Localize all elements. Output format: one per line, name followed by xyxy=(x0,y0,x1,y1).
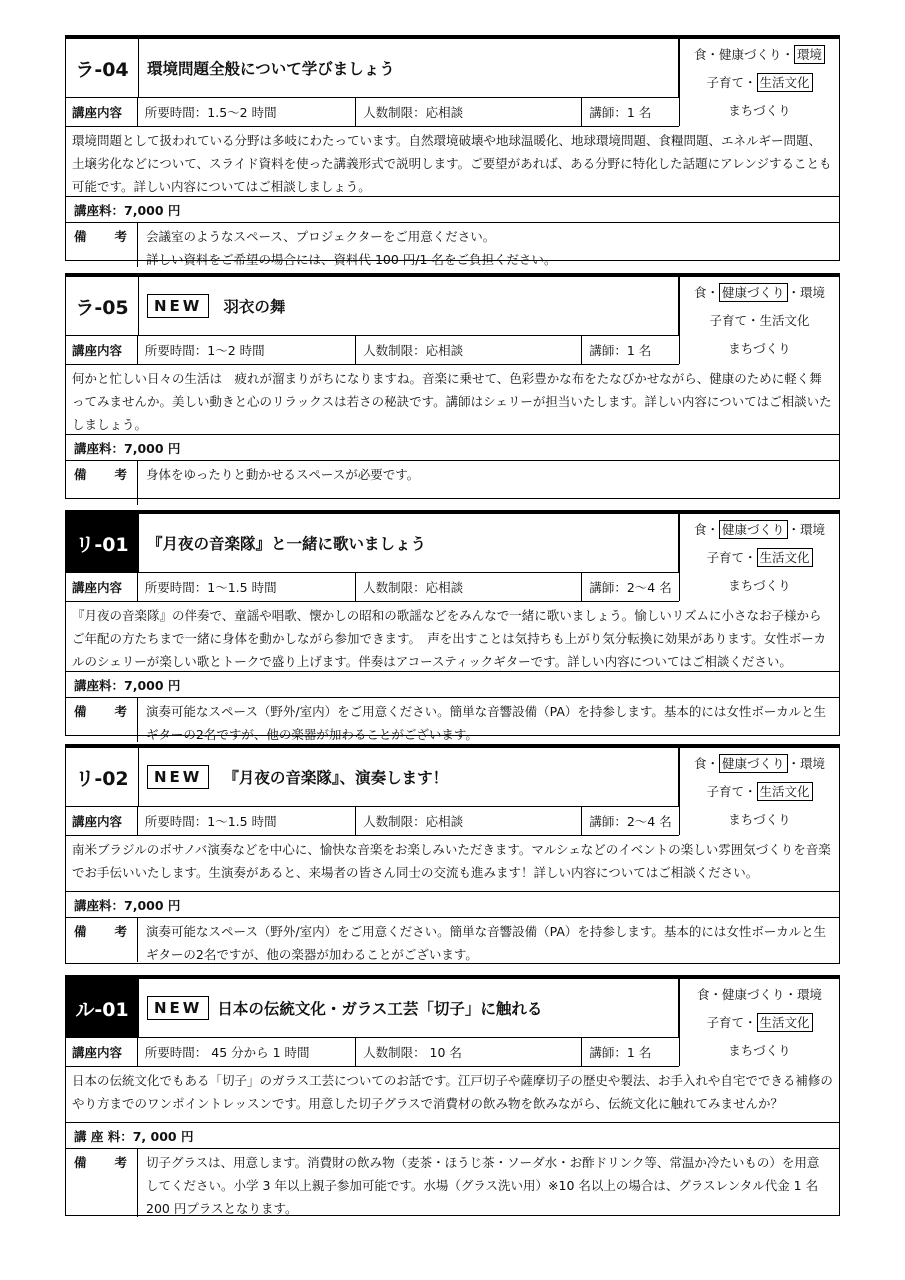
course-info-row xyxy=(66,807,679,836)
category-text: 子育て・ xyxy=(706,784,757,799)
course-content-label: 講座内容 xyxy=(66,807,138,835)
course-code: リ-01 xyxy=(66,514,139,572)
course-time: 所要時間： 45 分から 1 時間 xyxy=(138,1038,356,1066)
course-card xyxy=(65,273,840,499)
course-lecturer: 講師：1 名 xyxy=(589,343,652,358)
new-badge: NEW xyxy=(147,765,209,789)
category-text: まちづくり xyxy=(728,341,791,356)
remark-label: 備 xyxy=(74,1155,87,1170)
course-remark xyxy=(66,461,839,505)
category-text: ・環境 xyxy=(787,756,826,771)
remark-text: 演奏可能なスペース（野外/室内）をご用意ください。簡単な音響設備（PA）を持参します。基本的には女性ボーカルと生ギターの2名ですが、他の楽器が加わることがございます。 xyxy=(146,704,827,742)
remark-label: 備 xyxy=(74,229,87,244)
card-header xyxy=(66,39,839,127)
course-fee: 講座料：7,000 円 xyxy=(66,435,839,461)
category-text: 食・健康づくり・ xyxy=(693,47,794,62)
course-time: 所要時間：1〜1.5 時間 xyxy=(138,573,356,601)
course-info-row xyxy=(66,336,679,365)
card-header xyxy=(66,748,839,836)
course-card xyxy=(65,975,840,1216)
course-info-row xyxy=(66,1038,679,1067)
course-title: 『月夜の音楽隊』、演奏します！ xyxy=(223,769,449,787)
category-text: まちづくり xyxy=(728,812,791,827)
course-fee: 講座料：7,000 円 xyxy=(66,892,839,918)
course-content-label: 講座内容 xyxy=(66,1038,138,1066)
category-selected: 生活文化 xyxy=(757,782,813,801)
course-card xyxy=(65,35,840,267)
course-title: 日本の伝統文化・ガラス工芸「切子」に触れる xyxy=(217,1000,543,1018)
course-code: ラ-05 xyxy=(66,277,139,335)
category-text: ・環境 xyxy=(787,522,826,537)
course-people: 人数制限：応相談 xyxy=(356,573,582,601)
course-remark xyxy=(66,698,839,742)
course-time: 所要時間：1.5〜2 時間 xyxy=(138,98,356,126)
course-lecturer: 講師：2〜4 名 xyxy=(589,580,672,595)
remark-label: 備 xyxy=(74,467,87,482)
remark-label: 考 xyxy=(114,1155,127,1170)
course-info-row xyxy=(66,573,679,602)
course-description: 環境問題として扱われている分野は多岐にわたっています。自然環境破壊や地球温暖化、地球環境問題、食糧問題、エネルギー問題、土壌劣化などについて、スライド資料を使った講義形式で説明します。ご要望があれば、ある分野に特化した話題にアレンジすることも可能です。詳しい内容についてはご相談しましょう。 xyxy=(66,127,839,197)
category-selected: 健康づくり xyxy=(719,283,788,302)
course-fee: 講 座 料：7, 000 円 xyxy=(66,1123,839,1149)
category-text: 子育て・生活文化 xyxy=(709,313,810,328)
card-header xyxy=(66,514,839,602)
remark-label: 考 xyxy=(114,704,127,719)
course-remark xyxy=(66,918,839,962)
course-title: 環境問題全般について学びましょう xyxy=(147,60,395,78)
category-text: 子育て・ xyxy=(706,75,757,90)
course-title: 羽衣の舞 xyxy=(223,298,286,316)
course-info-row xyxy=(66,98,679,127)
course-people: 人数制限：応相談 xyxy=(356,807,582,835)
category-text: 子育て・ xyxy=(706,1015,757,1030)
course-title: 『月夜の音楽隊』と一緒に歌いましょう xyxy=(147,535,427,553)
remark-label: 考 xyxy=(114,467,127,482)
course-description: 南米ブラジルのボサノバ演奏などを中心に、愉快な音楽をお楽しみいただきます。マルシェなどのイベントの楽しい雰囲気づくりを音楽でお手伝いいたします。生演奏があると、来場者の皆さん同士の交流も進みます！詳しい内容についてはご相談ください。 xyxy=(66,836,839,892)
course-code: ラ-04 xyxy=(66,39,139,97)
remark-label: 備 xyxy=(74,924,87,939)
new-badge: NEW xyxy=(147,294,209,318)
remark-text: 身体をゆったりと動かせるスペースが必要です。 xyxy=(146,467,420,482)
remark-label: 考 xyxy=(114,924,127,939)
card-header xyxy=(66,277,839,365)
course-remark xyxy=(66,1149,839,1217)
category-text: 食・ xyxy=(693,756,719,771)
category-text: ・環境 xyxy=(787,285,826,300)
category-text: まちづくり xyxy=(728,578,791,593)
course-description: 何かと忙しい日々の生活は 疲れが溜まりがちになりますね。音楽に乗せて、色彩豊かな布をたなびかせながら、健康のために軽く舞ってみませんか。美しい動きと心のリラックスは若さの秘訣です。講師はシェリーが担当いたします。詳しい内容についてはご相談いたしましょう。 xyxy=(66,365,839,435)
course-card xyxy=(65,744,840,964)
category-text: まちづくり xyxy=(728,1043,791,1058)
course-description: 『月夜の音楽隊』の伴奏で、童謡や唱歌、懐かしの昭和の歌謡などをみんなで一緒に歌いましょう。愉しいリズムに小さなお子様からご年配の方たちまで一緒に身体を動かしながら参加できます。 声を出すことは気持ちも上がり気分転換に効果があります。女性ボーカルのシェリーが楽しい歌とトークで盛り上げます。伴奏はアコースティックギターです。詳しい内容についてはご相談ください。 xyxy=(66,602,839,672)
course-time: 所要時間：1〜1.5 時間 xyxy=(138,807,356,835)
course-content-label: 講座内容 xyxy=(66,98,138,126)
remark-label: 備 xyxy=(74,704,87,719)
new-badge: NEW xyxy=(147,996,209,1020)
course-lecturer: 講師：1 名 xyxy=(589,1045,652,1060)
category-selected: 健康づくり xyxy=(719,520,788,539)
remark-text: 会議室のようなスペース、プロジェクターをご用意ください。 詳しい資料をご希望の場合には、資料代 100 円/1 名をご負担ください。 xyxy=(146,229,557,267)
course-time: 所要時間：1〜2 時間 xyxy=(138,336,356,364)
course-content-label: 講座内容 xyxy=(66,573,138,601)
course-description: 日本の伝統文化でもある「切子」のガラス工芸についてのお話です。江戸切子や薩摩切子の歴史や製法、お手入れや自宅でできる補修のやり方までのワンポイントレッスンです。用意した切子グラスで消費材の飲み物を飲みながら、伝統文化に触れてみませんか？ xyxy=(66,1067,839,1123)
category-selected: 健康づくり xyxy=(719,754,788,773)
course-people: 人数制限：応相談 xyxy=(356,336,582,364)
course-people: 人数制限： 10 名 xyxy=(356,1038,582,1066)
category-text: 子育て・ xyxy=(706,550,757,565)
category-list xyxy=(679,39,839,126)
category-list xyxy=(679,277,839,364)
course-people: 人数制限：応相談 xyxy=(356,98,582,126)
category-text: 食・健康づくり・環境 xyxy=(696,987,822,1002)
remark-text: 切子グラスは、用意します。消費財の飲み物（麦茶・ほうじ茶・ソーダ水・お酢ドリンク等、常温か冷たいもの）を用意してください。小学 3 年以上親子参加可能です。水場（グラス洗い用）※10 名以上の場合は、グラスレンタル代金 1 名 200 円プラスとなります。 xyxy=(146,1155,820,1216)
course-remark xyxy=(66,223,839,267)
category-text: 食・ xyxy=(693,522,719,537)
course-content-label: 講座内容 xyxy=(66,336,138,364)
course-card xyxy=(65,510,840,742)
course-code: リ-02 xyxy=(66,748,139,806)
category-selected: 環境 xyxy=(794,45,825,64)
category-text: 食・ xyxy=(693,285,719,300)
card-header xyxy=(66,979,839,1067)
category-list xyxy=(679,748,839,835)
category-text: まちづくり xyxy=(728,103,791,118)
category-selected: 生活文化 xyxy=(757,1013,813,1032)
category-list xyxy=(679,979,839,1066)
remark-label: 考 xyxy=(114,229,127,244)
course-fee: 講座料：7,000 円 xyxy=(66,197,839,223)
course-lecturer: 講師：1 名 xyxy=(589,105,652,120)
remark-text: 演奏可能なスペース（野外/室内）をご用意ください。簡単な音響設備（PA）を持参します。基本的には女性ボーカルと生ギターの2名ですが、他の楽器が加わることがございます。 xyxy=(146,924,827,962)
course-fee: 講座料：7,000 円 xyxy=(66,672,839,698)
category-selected: 生活文化 xyxy=(757,548,813,567)
course-lecturer: 講師：2〜4 名 xyxy=(589,814,672,829)
category-list xyxy=(679,514,839,601)
course-code: ル-01 xyxy=(66,979,139,1037)
category-selected: 生活文化 xyxy=(757,73,813,92)
